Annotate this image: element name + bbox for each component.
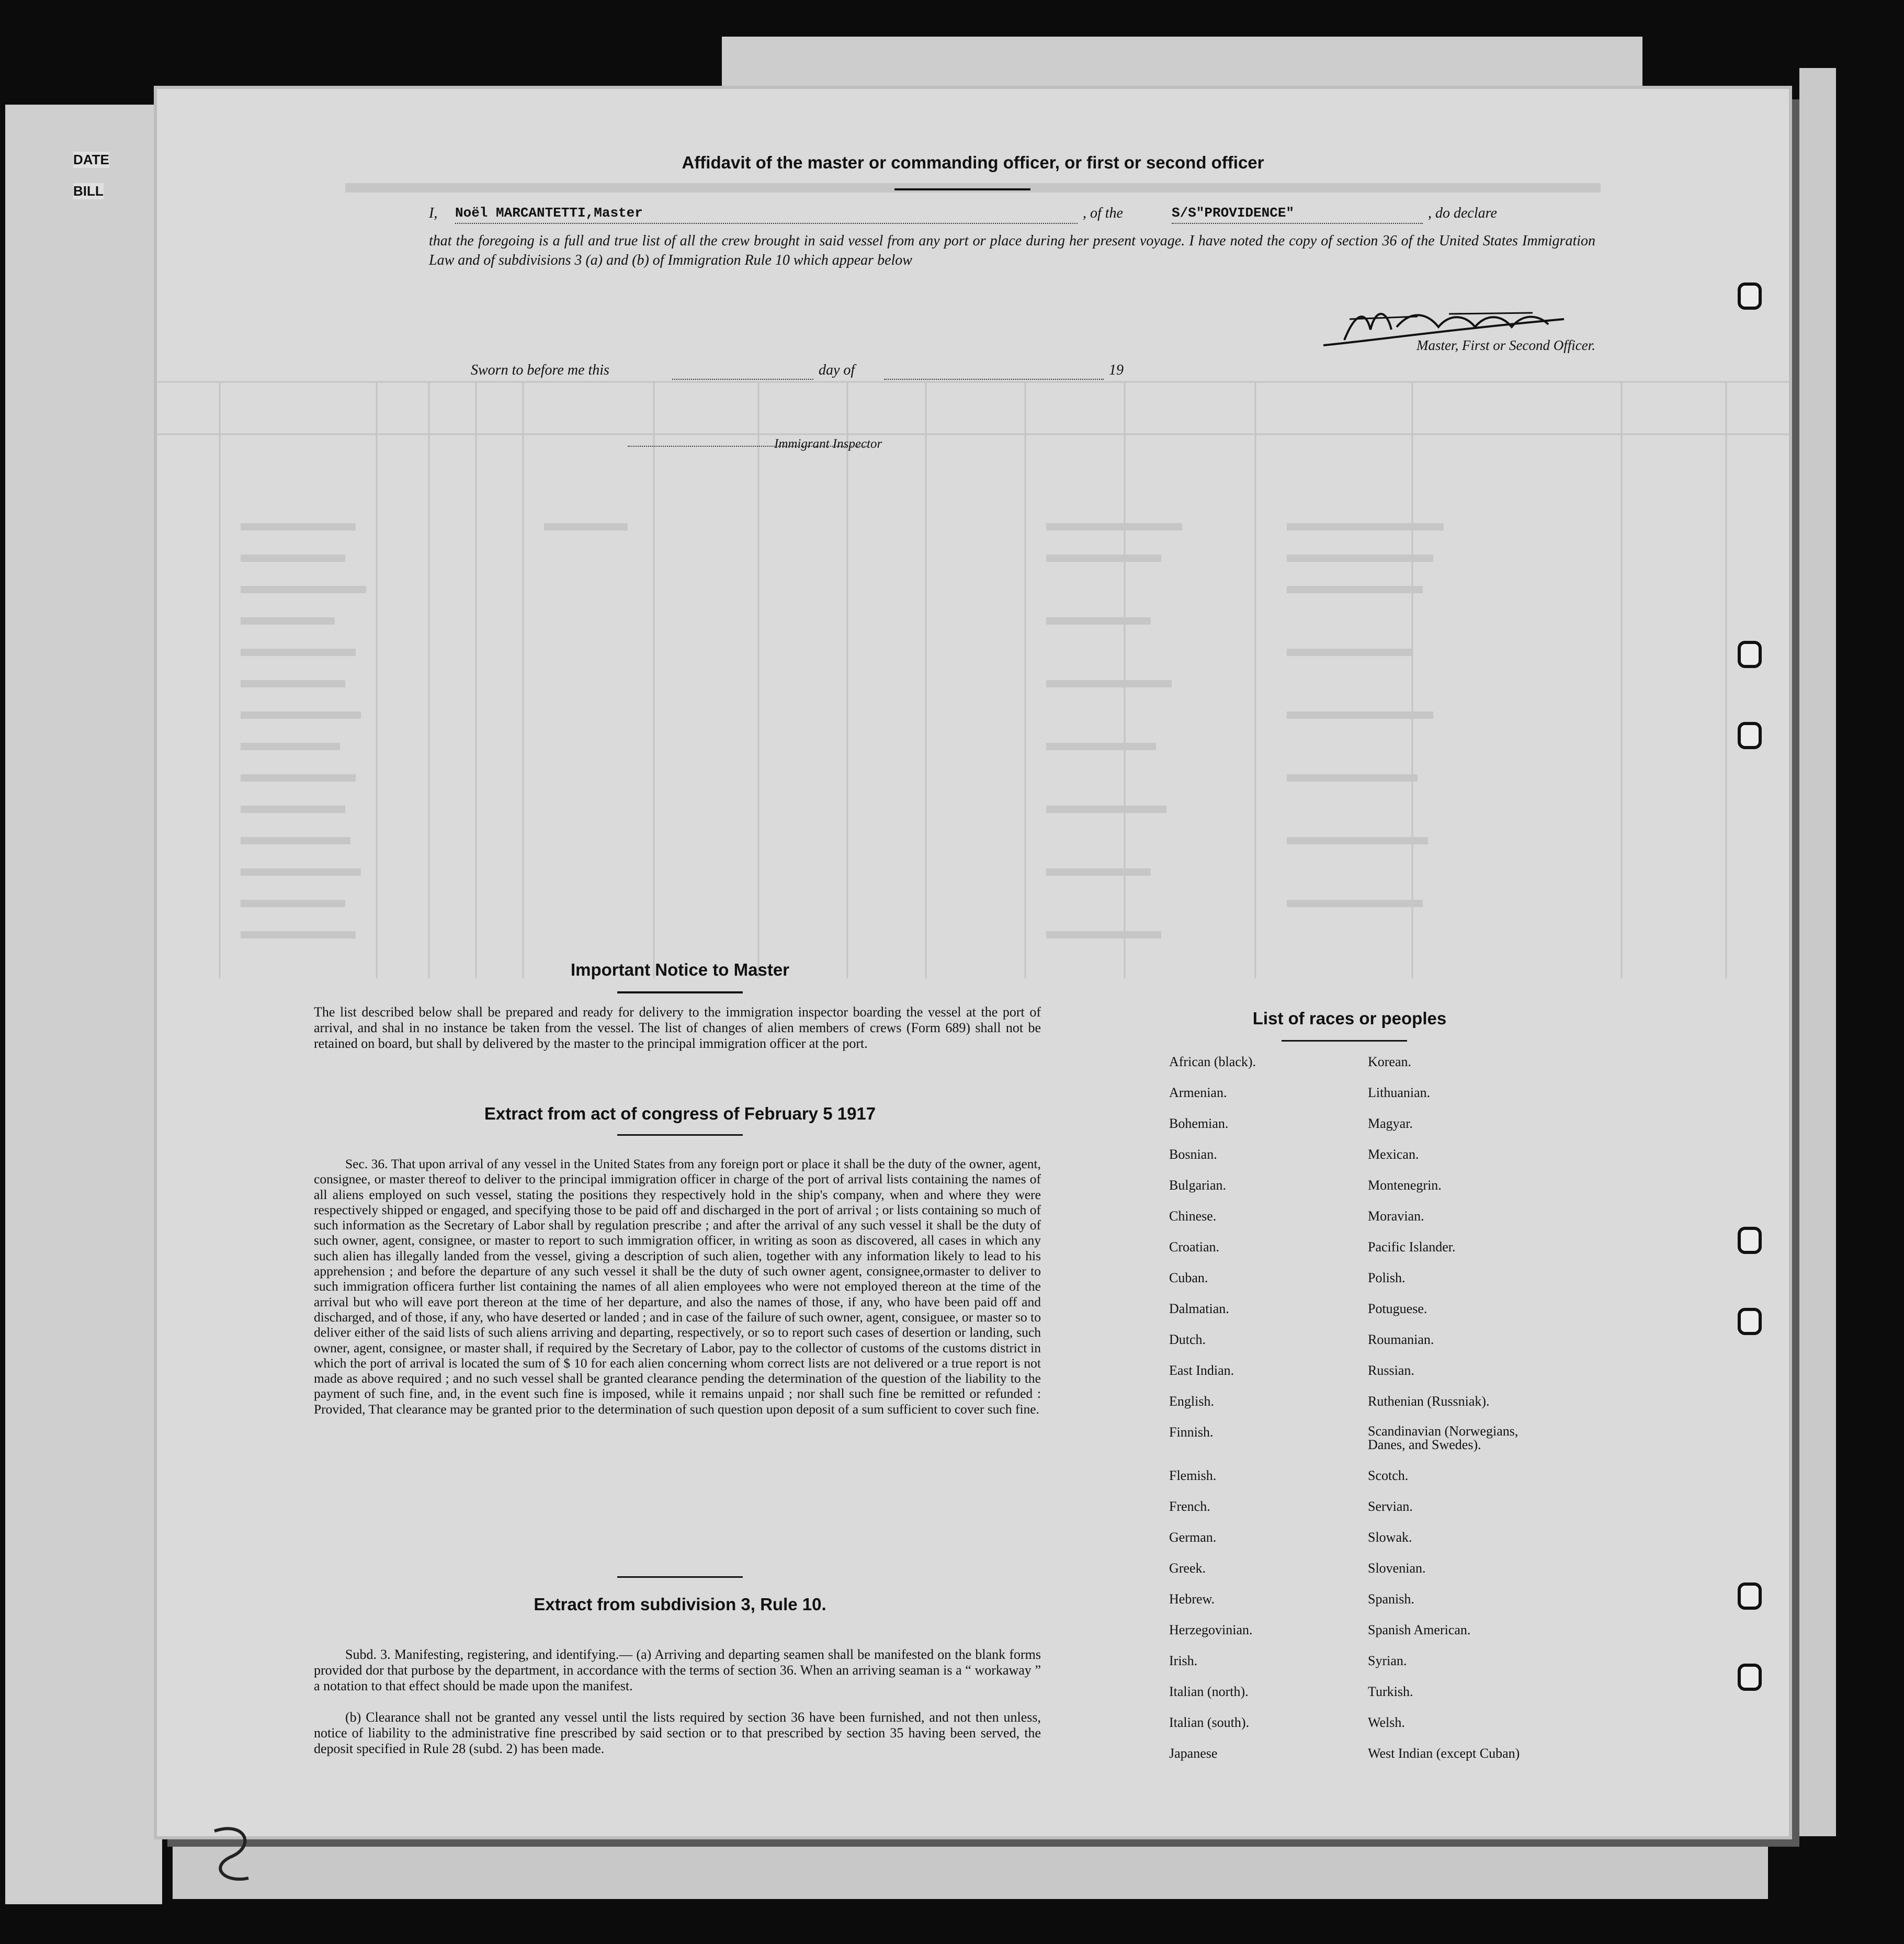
extract-rule-title: Extract from subdivision 3, Rule 10. (534, 1595, 826, 1614)
race-item: Russian. (1368, 1363, 1414, 1378)
race-item: Pacific Islander. (1368, 1239, 1456, 1254)
affidavit-title: Affidavit of the master or commanding officer, or first or second officer (682, 153, 1264, 172)
declaration-line (429, 205, 1595, 226)
race-item: Magyar. (1368, 1116, 1413, 1131)
race-item: Ruthenian (Russniak). (1368, 1394, 1490, 1409)
race-item: French. (1169, 1499, 1210, 1514)
punch-hole (1738, 722, 1762, 749)
rule-subdivision-a: Subd. 3. Manifesting, registering, and identifying.— (a) Arriving and departing seamen shall be manifested on the blank forms provided dor that purbose by the department, in accordance with the terms of section 36. When an arriving seaman is a “ workaway ” a notation to that effect should be made upon the manifest. (314, 1647, 1041, 1693)
race-item: Dalmatian. (1169, 1301, 1229, 1316)
race-item: Moravian. (1368, 1208, 1424, 1224)
race-item: Finnish. (1169, 1425, 1214, 1440)
race-item: Spanish. (1368, 1591, 1414, 1607)
race-item: African (black). (1169, 1054, 1256, 1069)
sworn-day-blank (672, 379, 813, 380)
race-item: Montenegrin. (1368, 1178, 1442, 1193)
punch-hole (1738, 641, 1762, 668)
rule-subdivision-b: (b) Clearance shall not be granted any vessel until the lists required by section 36 have been furnished, and not then unless, notice of liability to the administrative fine prescribed by said section or to that prescribed by section 35 having been served, the deposit specified in Rule 28 (subd. 2) has been made. (314, 1710, 1041, 1756)
inspector-caption: Immigrant Inspector (774, 437, 882, 451)
race-item: Servian. (1368, 1499, 1413, 1514)
race-item: Mexican. (1368, 1147, 1419, 1162)
signature-caption: Master, First or Second Officer. (1416, 337, 1595, 353)
race-item: Irish. (1169, 1653, 1198, 1668)
race-item: Croatian. (1169, 1239, 1220, 1254)
bill-tag: BILL (73, 183, 104, 199)
race-item: Welsh. (1368, 1715, 1405, 1730)
notice-title-rule (617, 991, 743, 993)
day-of-label: day of (819, 362, 855, 378)
of-the-label: , of the (1083, 205, 1123, 221)
declaration-prefix: I, (429, 205, 438, 221)
affidavit-body: that the foregoing is a full and true list of all the crew brought in said vessel from any port or place during her present voyage. I have noted the copy of section 36 of the United States Immigration Law and of subdivisions 3 (a) and (b) of Immigration Rule 10 which appear below (429, 233, 1595, 268)
vessel-underline (1172, 223, 1423, 224)
punch-hole (1738, 282, 1762, 310)
sworn-line (471, 362, 1308, 383)
under-sheet-top (722, 37, 1642, 94)
race-item: Flemish. (1169, 1468, 1217, 1483)
race-item: Turkish. (1368, 1684, 1413, 1699)
race-item: Syrian. (1368, 1653, 1407, 1668)
sworn-label: Sworn to before me this (471, 362, 609, 378)
notice-body: The list described below shall be prepared and ready for delivery to the immigration inspector boarding the vessel at the port of arrival, and shal in no instance be taken from the vessel. The list of changes of alien members of crews (Form 689) shall not be retained on board, but shall by delivered by the master to the principal immigration officer at the port. (314, 1004, 1041, 1051)
punch-hole (1738, 1308, 1762, 1335)
sworn-month-blank (884, 379, 1104, 380)
under-sheet-bottom (173, 1841, 1768, 1899)
race-item: Slowak. (1368, 1530, 1412, 1545)
race-item: English. (1169, 1394, 1214, 1409)
race-item: German. (1169, 1530, 1217, 1545)
race-item: Chinese. (1169, 1208, 1217, 1224)
punch-hole (1738, 1664, 1762, 1691)
races-title: List of races or peoples (1252, 1009, 1447, 1028)
under-sheet-left (5, 105, 162, 1904)
race-item: Hebrew. (1169, 1591, 1215, 1607)
under-sheet-right (1799, 68, 1836, 1836)
extract-act-body: Sec. 36. That upon arrival of any vessel in the United States from any foreign port or place it shall be the duty of the owner, agent, consignee, or master thereof to deliver to the principal immigration officer in charge of the port of arrival lists containing the names of all aliens employed on such vessel, stating the positions they respectively hold in the ship's company, when and where they were respectively shipped or engaged, and specifying those to be paid off and discharged in the port of arrival ; or lists containing so much of such information as the Secretary of Labor shall by regulation prescribe ; and after the arrival of any such vessel it shall be the duty of such owner, agent, consignee, or master to report to such immigration officer, in writing as soon as discovered, all cases in which any such alien has illegally landed from the vessel, giving a description of such alien, together with any information likely to lead to his apprehension ; and before the departure of any such vessel it shall be the duty of such owner agent, consignee,ormaster to deliver to such immigration officera further list containing the names of all alien employees who were not employed thereon at the time of the arrival but who will eave port thereon at the time of her departure, and also the names of those, if any, who have been paid off and discharged, and of those, if any, who have deserted or landed ; and in case of the failure of such owner, agent, consiguee, or master so to deliver either of the said lists of such aliens arriving and departing, respectively, or so to report such cases of desertion or landing, such owner, agent, consignee, or master shall, if required by the Secretary of Labor, pay to the collector of customs of the customs district in which the port of arrival is located the sum of $ 10 for each alien concerning whom correct lists are not delivered or a true report is not made as above required ; and no such vessel shall be granted clearance pending the determination of the question of the liability to the payment of such fine, and, in the event such fine is imposed, while it remains unpaid ; nor shall such fine be remitted or refunded : Provided, That clearance may be granted prior to the determination of such question upon deposit of a sum sufficient to cover such fine. (314, 1156, 1041, 1417)
affidavit-title-rule (894, 188, 1030, 190)
races-title-rule (1282, 1040, 1407, 1042)
race-item: Greek. (1169, 1561, 1206, 1576)
race-item: Cuban. (1169, 1270, 1208, 1285)
punch-hole (1738, 1227, 1762, 1254)
year-prefix: 19 (1109, 362, 1124, 378)
master-name: Noël MARCANTETTI,Master (455, 205, 643, 221)
race-item: Dutch. (1169, 1332, 1206, 1347)
race-item: Polish. (1368, 1270, 1406, 1285)
race-item: Scotch. (1368, 1468, 1409, 1483)
race-item: Italian (south). (1169, 1715, 1250, 1730)
race-item: Spanish American. (1368, 1622, 1471, 1637)
master-name-underline (455, 223, 1078, 224)
race-item: West Indian (except Cuban) (1368, 1746, 1520, 1761)
do-declare-label: , do declare (1428, 205, 1497, 221)
race-item: Potuguese. (1368, 1301, 1427, 1316)
race-item: East Indian. (1169, 1363, 1234, 1378)
race-item: Armenian. (1169, 1085, 1227, 1100)
race-item: Slovenian. (1368, 1561, 1426, 1576)
affidavit-sheet (157, 89, 1789, 1836)
race-item: Korean. (1368, 1054, 1412, 1069)
extract-act-rule (617, 1134, 743, 1136)
race-item: Herzegovinian. (1169, 1622, 1253, 1637)
extract-act-title: Extract from act of congress of February 5 1917 (484, 1104, 876, 1123)
race-item: Japanese (1169, 1746, 1218, 1761)
vessel-name: S/S"PROVIDENCE" (1172, 205, 1295, 221)
race-item: Scandinavian (Norwegians, Danes, and Swedes). (1368, 1423, 1518, 1452)
extract-rule-separator (617, 1576, 743, 1578)
punch-hole (1738, 1583, 1762, 1610)
race-item: Lithuanian. (1368, 1085, 1431, 1100)
race-item: Bosnian. (1169, 1147, 1217, 1162)
race-item: Bulgarian. (1169, 1178, 1227, 1193)
race-item: Italian (north). (1169, 1684, 1249, 1699)
race-item: Bohemian. (1169, 1116, 1229, 1131)
handwritten-page-mark (199, 1821, 262, 1889)
notice-title: Important Notice to Master (570, 960, 790, 979)
date-tag: DATE (73, 152, 109, 167)
race-item: Roumanian. (1368, 1332, 1434, 1347)
